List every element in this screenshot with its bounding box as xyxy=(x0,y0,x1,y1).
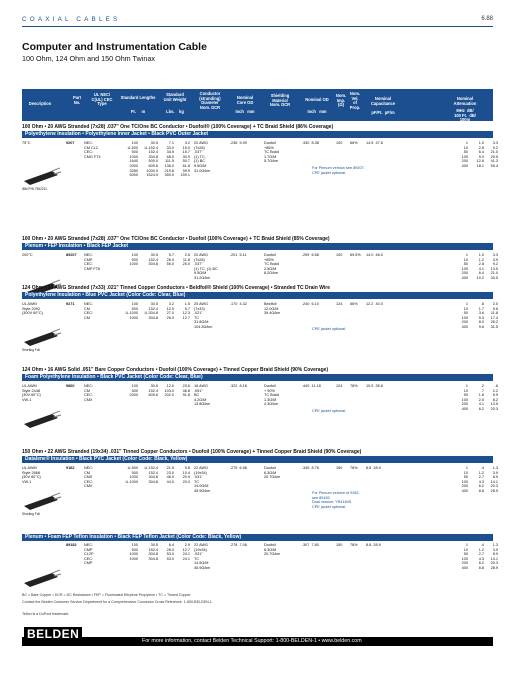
col-nominal-od: Nominal OD xyxy=(305,97,329,102)
section-header: COAXIAL CABLES xyxy=(22,16,121,23)
cable-illustration xyxy=(22,328,62,346)
col-unit-weight-sub: Lbs. kg xyxy=(166,109,184,114)
spec-band: 150 Ohm • 22 AWG Stranded (19x34) .031" Tinned Copper Conductors • Duofoil (100% Coverage) + Tinned Copper Braid Shield (90% Coverage) xyxy=(22,449,362,455)
ul-type: NEC: CM CEC: CMX xyxy=(84,384,94,402)
section-notes: CPE jacket optional. xyxy=(312,409,347,413)
att-db-100m: 1.3 3.9 8.9 14.1 20.3 28.9 xyxy=(490,466,498,493)
section-notes: For Plenum version see 89207. CPE jacket optional. xyxy=(312,166,365,175)
weight-lbs: 5.7 26.0 55.0 xyxy=(166,253,174,267)
col-core-od: Nominal Core OD xyxy=(236,95,254,105)
velocity: 66% xyxy=(350,302,358,306)
construction-bar: Plenum • Foam FEP Teflon Insulation • Black FEP Teflon Jacket (Color Code: Black, Yellow) xyxy=(22,534,493,541)
weight-lbs: 12.0 103.0 202.0 xyxy=(164,384,174,398)
att-db-100ft: .6 1.7 3.6 5.3 8.0 9.6 xyxy=(478,302,484,329)
att-mhz: 1 10 50 100 200 400 xyxy=(461,253,468,280)
conductor-spec: 16 AWG .051" BC 4.2Ω/M 13.8Ω/km xyxy=(194,384,211,407)
shield-spec: Duofoil 6.3Ω/M 20.7Ω/km xyxy=(264,466,281,480)
core-od: .275 6.98 xyxy=(230,466,247,470)
description-cell: 75°C xyxy=(22,141,31,145)
spec-band: 100 Ohm • 20 AWG Stranded (7x28) .037" One TC/One BC Conductor • Duofoil® (100% Coverage) + TC Braid Shield (86% Coverage) xyxy=(22,124,334,130)
section-notes: For Plenum version of 9182, see 89182. Dual version: YR41609. CPE jacket optional. xyxy=(312,491,360,509)
att-mhz: 1 10 50 100 200 400 xyxy=(461,543,468,570)
length-m: 30.5 152.4 609.6 xyxy=(148,384,158,398)
velocity: 66% xyxy=(350,141,358,145)
weight-kg: 2.9 12.7 24.1 24.1 xyxy=(182,543,190,561)
nominal-od: .345 8.76 xyxy=(302,466,319,470)
length-ft: 100 500 1000 1000 xyxy=(129,543,138,561)
description-cell: UL AWM Style 2448 (30V 60°C) VW-1 xyxy=(22,384,41,402)
impedance: 150 xyxy=(336,466,343,470)
conductor-spec: 22 AWG (19x34) .031" TC 14.5Ω/M 45.9Ω/km xyxy=(194,543,211,570)
col-part-no: Part No. xyxy=(73,95,81,105)
shield-spec: Duofoil +85% TC Braid 2.5Ω/M 8.2Ω/km xyxy=(264,253,279,276)
construction-bar: Plenum • FEP Insulation • Black FEP Jacket xyxy=(22,243,493,250)
product-section xyxy=(22,236,498,286)
att-mhz: 1 10 50 100 200 400 xyxy=(461,302,468,329)
weight-lbs: 6.4 28.0 53.0 53.0 xyxy=(166,543,174,561)
conductor-spec: 25 AWG (7x33) .021" TC 31.8Ω/M 104.3Ω/km xyxy=(194,302,213,329)
att-db-100ft: .4 1.2 2.7 4.3 6.2 8.8 xyxy=(478,466,484,493)
weight-kg: 1.5 5.7 12.3 12.7 xyxy=(182,302,190,320)
nominal-od: .240 6.10 xyxy=(302,302,319,306)
weight-kg: 2.6 11.8 25.0 xyxy=(182,253,190,267)
velocity: 78% xyxy=(350,543,358,547)
att-db-100m: 3.3 3.9 9.2 13.5 21.0 33.5 xyxy=(490,253,498,280)
figure-caption: Shorting Foil xyxy=(22,348,40,352)
col-core-od-sub: Inch mm xyxy=(235,109,255,114)
ul-type: NEC: CMP CL2P CEC: CMP xyxy=(84,543,94,566)
spec-band: 124 Ohm • 16 AWG Solid .051" Bare Copper Conductors • Duofoil (100% Coverage) + Tinned Copper Braid Shield (90% Coverage) xyxy=(22,367,329,373)
weight-lbs: 7.1 33.0 34.5 68.0 111.5 136.0 219.8 350.0 xyxy=(164,141,174,178)
core-od: .236 5.99 xyxy=(230,141,247,145)
att-db-100ft: .4 1.2 2.7 4.3 6.2 8.8 xyxy=(478,543,484,570)
nominal-od: .440 11.18 xyxy=(302,384,321,388)
att-db-100m: 1.3 3.9 8.9 14.1 20.3 28.9 xyxy=(490,543,498,570)
part-number: 89207 xyxy=(66,253,77,257)
col-description: Description xyxy=(28,101,52,106)
length-ft: 100 U-500 500 1000 1640 2000 3280 5000 xyxy=(127,141,138,178)
conductor-spec: 20 AWG (7x28) .037" (1) TC, (1) BC 9.5Ω/M 31.2Ω/km xyxy=(194,253,218,280)
contact-note: Contact the Belden Customer Service Department for a Comprehensive Connector Cross Reference. 1-800-BELDEN-1. xyxy=(22,600,213,604)
header-rule xyxy=(22,26,493,27)
part-number: 9860 xyxy=(66,384,75,388)
conductor-spec: 22 AWG (19x34) .031" TC 14.0Ω/M 45.9Ω/km xyxy=(194,466,211,493)
part-number: 9207 xyxy=(66,141,75,145)
velocity: 78% xyxy=(350,384,358,388)
spec-band: 124 Ohm • 25 AWG Stranded (7x33) .021" Tinned Copper Conductors • Beldfoil® Shield (100% Coverage) • Stranded TC Drain Wire xyxy=(22,285,330,291)
section-notes: CPE jacket optional. xyxy=(312,327,347,331)
impedance: 124 xyxy=(336,384,343,388)
col-ul: UL NEC/ C(UL) CEC Type xyxy=(91,92,113,106)
att-db-100ft: 1.0 2.8 6.4 9.0 12.6 18.1 xyxy=(476,141,484,168)
part-number: 9182 xyxy=(66,466,75,470)
att-db-100ft: .2 .7 1.8 2.5 4.1 6.2 xyxy=(478,384,484,411)
cable-illustration xyxy=(22,167,62,185)
conductor-spec: 20 AWG (7x28) .037" (1) TC, (1) BC 9.5Ω/M 31.0Ω/km xyxy=(194,141,211,173)
page-title: Computer and Instrumentation Cable xyxy=(22,41,207,53)
capacitance: 14.0 46.0 xyxy=(366,253,383,257)
cable-illustration xyxy=(22,569,62,587)
col-capacitance-sub: pF/Ft. pF/m xyxy=(371,110,395,115)
col-imp: Nom. Imp. (Ω) xyxy=(335,93,347,107)
att-db-100m: 2.0 5.6 11.8 17.4 26.2 31.5 xyxy=(490,302,498,329)
part-number: 89182 xyxy=(66,543,77,547)
col-unit-weight: Standard Unit Weight xyxy=(163,92,187,102)
col-conductor: Conductor (stranding) Diameter Nom. DCR xyxy=(199,91,221,110)
description-cell: UL AWM Style 2092 (300V 60°C) xyxy=(22,302,43,316)
figure-caption: IBM P/N 7362211 xyxy=(22,187,47,191)
impedance: 124 xyxy=(336,302,343,306)
weight-kg: 3.2 15.0 15.7 30.9 50.7 61.8 99.9 159.1 xyxy=(180,141,190,178)
nominal-od: .330 8.38 xyxy=(302,141,319,145)
weight-lbs: 21.5 23.0 46.0 44.0 xyxy=(166,466,174,484)
col-vel: Nom. Vel. of Prop. xyxy=(349,91,361,110)
capacitance: 10.9 35.8 xyxy=(366,384,383,388)
shield-spec: Duofoil +86% TC Braid 1.7Ω/M 5.7Ω/km xyxy=(264,141,279,164)
construction-bar: Polyethylene Insulation • Blue PVC Jacket (Color Code: Clear, Blue) xyxy=(22,292,493,299)
description-cell: 200°C xyxy=(22,253,33,257)
length-ft: 100 500 U-1000 1000 xyxy=(125,302,138,320)
weight-kg: 23.6 46.8 91.8 xyxy=(182,384,190,398)
ul-type: NEC: CM CMX CEC: CMX xyxy=(84,466,94,489)
part-number: 9271 xyxy=(66,302,75,306)
product-section xyxy=(22,285,498,363)
construction-bar: Foam Polyethylene Insulation • Black PVC Jacket (Color Code: Clear, Blue) xyxy=(22,374,493,381)
length-ft: 100 500 2000 xyxy=(129,384,138,398)
weight-lbs: 3.2 12.5 27.0 26.0 xyxy=(166,302,174,320)
att-mhz: 1 10 50 100 200 400 xyxy=(461,141,468,168)
core-od: .201 5.11 xyxy=(230,253,247,257)
length-m: 30.5 152.4 304.8 xyxy=(148,253,158,267)
page-subtitle: 100 Ohm, 124 Ohm and 150 Ohm Twinax xyxy=(22,54,155,63)
col-shielding: Shielding Material Nom. DCR xyxy=(269,93,291,107)
length-m: 30.5 152.4 U-304.8 304.8 xyxy=(144,302,158,320)
product-section xyxy=(22,124,498,212)
core-od: .278 7.06 xyxy=(230,543,247,547)
product-section xyxy=(22,367,498,445)
core-od: .322 8.18 xyxy=(230,384,247,388)
length-m: 30.5 152.4 304.8 304.8 xyxy=(148,543,158,561)
cable-illustration xyxy=(22,492,62,510)
figure-caption: Shorting Foil xyxy=(22,512,40,516)
col-attenuation-sub: MHz dB/ 100 Ft. dB/ 100m xyxy=(454,108,476,122)
capacitance: 8.8 28.9 xyxy=(366,543,381,547)
impedance: 100 xyxy=(336,141,343,145)
col-capacitance: Nominal Capacitance xyxy=(370,96,396,106)
col-nominal-od-sub: Inch mm xyxy=(307,109,327,114)
ul-type: NEC: CMP CEC: CMP FT6 xyxy=(84,253,101,271)
length-m: U-152.4 152.4 304.8 304.8 xyxy=(144,466,158,484)
teflon-note: Teflon is a DuPont trademark. xyxy=(22,612,70,616)
description-cell: UL AWM Style 2668 (30V 60°C) VW-1 xyxy=(22,466,41,484)
shield-spec: Duofoil 6.3Ω/M 20.7Ω/km xyxy=(264,543,281,557)
nominal-od: .307 7.80 xyxy=(302,543,319,547)
abbreviation-legend: BC = Bare Copper • DCR = DC Resistance • FEP = Fluorinated Ethylene Propylene • TC = Tinned Copper xyxy=(22,593,191,597)
nominal-od: .259 6.58 xyxy=(302,253,319,257)
spec-band: 100 Ohm • 20 AWG Stranded (7x28) .037" One TC/One BC Conductor • Duofoil (100% Coverage) + TC Braid Shield (85% Coverage) xyxy=(22,236,330,242)
length-ft: 100 500 1000 xyxy=(129,253,138,267)
footer-text: For more information, contact Belden Technical Support: 1-800-BELDEN-1 • www.belden.com xyxy=(142,638,362,644)
impedance: 150 xyxy=(336,543,343,547)
cable-illustration xyxy=(22,410,62,428)
length-m: 30.5 U-152.4 152.4 304.8 500.0 609.6 1000.0 1524.0 xyxy=(144,141,158,178)
column-header xyxy=(22,89,493,121)
product-section xyxy=(22,449,498,529)
construction-bar: Polyethylene Insulation • Polyethylene Inner Jacket • Black PVC Outer Jacket xyxy=(22,131,493,138)
length-ft: U-500 500 1000 U-1000 xyxy=(125,466,138,484)
ul-type: NEC: CM CEC: CM xyxy=(84,302,94,320)
ul-type: NEC: CM CL2 CEC: CMG FT4 xyxy=(84,141,101,159)
belden-logo: BELDEN xyxy=(24,627,82,641)
shield-spec: Duofoil + 90% TC Braid 1.3Ω/M 4.3Ω/km xyxy=(264,384,279,407)
att-db-100m: .6 2.2 5.9 8.2 13.5 20.3 xyxy=(490,384,498,411)
core-od: .170 4.32 xyxy=(230,302,247,306)
col-std-lengths-sub: Ft. m xyxy=(130,109,146,114)
col-std-lengths: Standard Lengths xyxy=(120,95,156,100)
shield-spec: Beldfoil 12.0Ω/M 39.4Ω/km xyxy=(264,302,281,316)
capacitance: 8.8 28.9 xyxy=(366,466,381,470)
velocity: 78% xyxy=(350,466,358,470)
weight-kg: 9.8 10.4 20.9 20.0 xyxy=(182,466,190,484)
impedance: 100 xyxy=(336,253,343,257)
capacitance: 12.2 40.0 xyxy=(366,302,383,306)
velocity: 69.5% xyxy=(350,253,361,257)
att-db-100m: 3.3 9.2 21.0 29.5 41.3 59.4 xyxy=(490,141,498,168)
construction-bar: Datalene® Insulation • Black PVC Jacket (Color Code: Black, Yellow) xyxy=(22,456,493,463)
att-mhz: 1 10 50 100 200 400 xyxy=(461,384,468,411)
col-attenuation: Nominal Attenuation xyxy=(453,96,477,106)
product-section xyxy=(22,534,498,586)
att-mhz: 1 10 50 100 200 400 xyxy=(461,466,468,493)
att-db-100ft: 1.0 1.2 2.8 4.1 6.4 10.2 xyxy=(476,253,484,280)
capacitance: 14.5 47.6 xyxy=(366,141,383,145)
page-number: 6.88 xyxy=(481,16,493,22)
